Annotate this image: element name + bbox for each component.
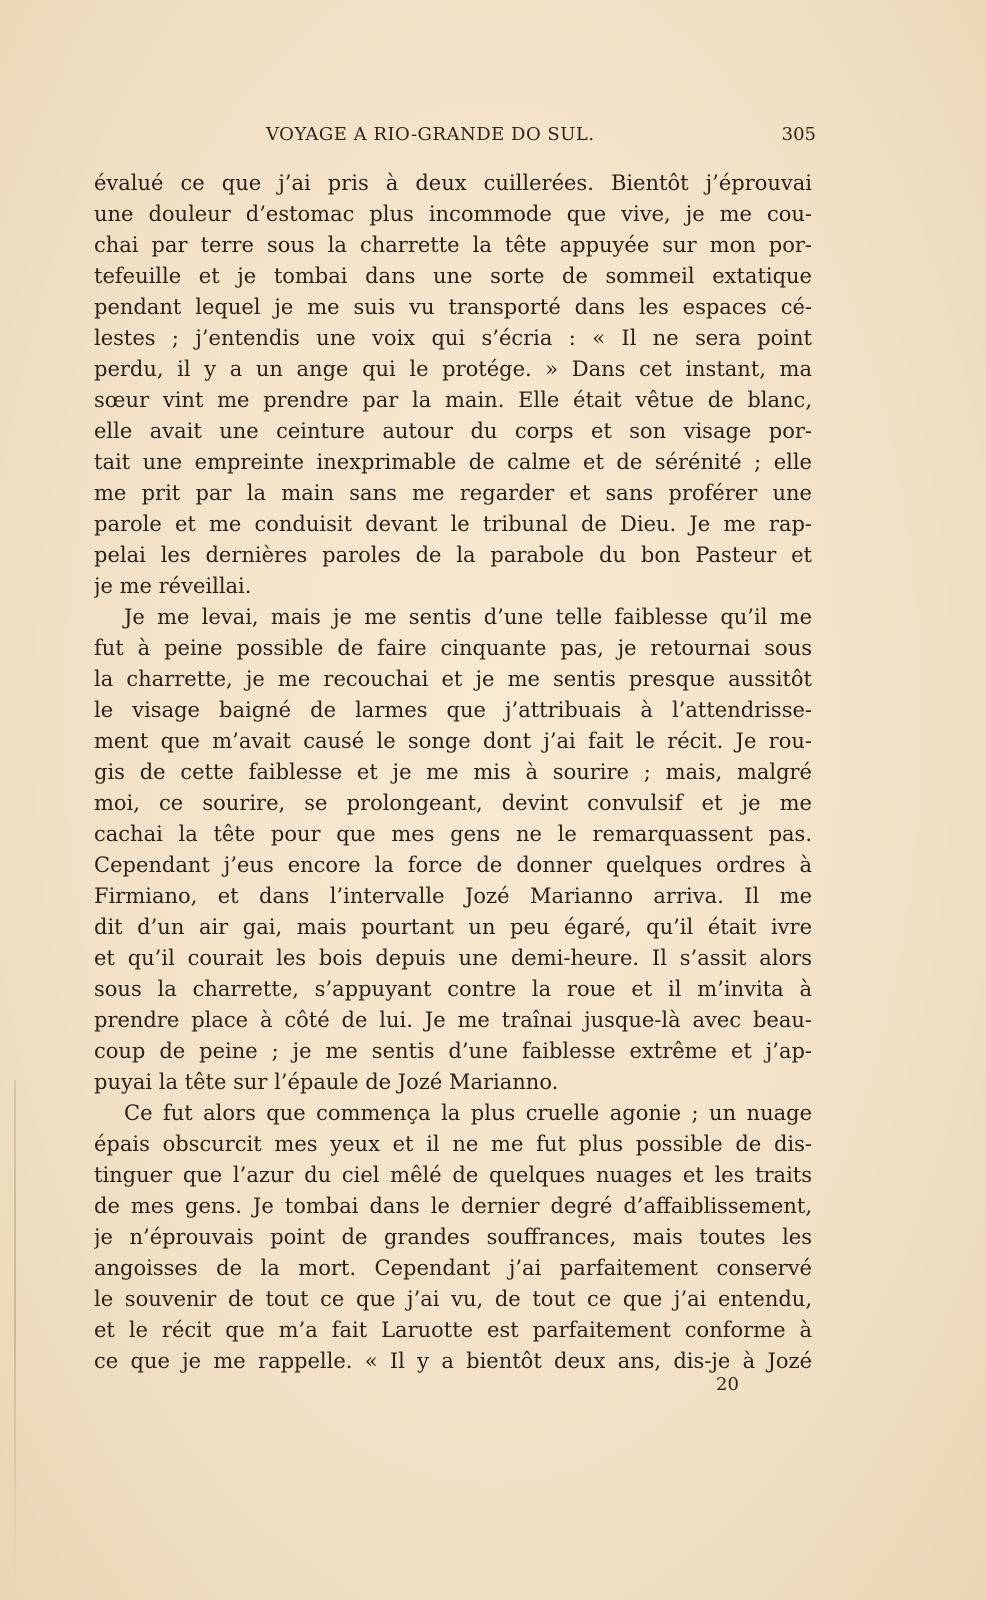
text-line: parole et me conduisit devant le tribunal de Dieu. Je me rap- <box>94 512 812 536</box>
paragraph-start-line: Je me levai, mais je me sentis d’une telle faiblesse qu’il me <box>124 605 812 629</box>
text-line: ment que m’avait causé le songe dont j’ai fait le récit. Je rou- <box>94 729 812 753</box>
paragraph-end-line: je me réveillai. <box>94 574 252 598</box>
text-line: coup de peine ; je me sentis d’une faiblesse extrême et j’ap- <box>94 1039 812 1063</box>
signature-mark: 20 <box>716 1374 739 1395</box>
text-line: ce que je me rappelle. « Il y a bientôt deux ans, dis-je à Jozé <box>94 1349 812 1373</box>
text-line: pendant lequel je me suis vu transporté dans les espaces cé- <box>94 295 812 319</box>
text-line: dit d’un air gai, mais pourtant un peu égaré, qu’il était ivre <box>94 915 812 939</box>
page-edge-shadow <box>14 1080 16 1580</box>
text-line: perdu, il y a un ange qui le protége. » Dans cet instant, ma <box>94 357 812 381</box>
text-line: Firmiano, et dans l’intervalle Jozé Marianno arriva. Il me <box>94 884 812 908</box>
running-head <box>96 118 816 148</box>
text-line: elle avait une ceinture autour du corps et son visage por- <box>94 419 812 443</box>
text-line: de mes gens. Je tombai dans le dernier degré d’affaiblissement, <box>94 1194 812 1218</box>
text-line: chai par terre sous la charrette la tête appuyée sur mon por- <box>94 233 812 257</box>
text-line: tefeuille et je tombai dans une sorte de sommeil extatique <box>94 264 812 288</box>
text-line: prendre place à côté de lui. Je me traînai jusque-là avec beau- <box>94 1008 812 1032</box>
text-line: évalué ce que j’ai pris à deux cuillerées. Bientôt j’éprouvai <box>94 171 812 195</box>
text-line: je n’éprouvais point de grandes souffrances, mais toutes les <box>94 1225 812 1249</box>
paragraph-end-line: puyai la tête sur l’épaule de Jozé Marianno. <box>94 1070 559 1094</box>
text-line: moi, ce sourire, se prolongeant, devint convulsif et je me <box>94 791 812 815</box>
text-line: épais obscurcit mes yeux et il ne me fut plus possible de dis- <box>94 1132 812 1156</box>
text-line: le souvenir de tout ce que j’ai vu, de tout ce que j’ai entendu, <box>94 1287 812 1311</box>
text-line: tinguer que l’azur du ciel mêlé de quelques nuages et les traits <box>94 1163 812 1187</box>
text-line: et le récit que m’a fait Laruotte est parfaitement conforme à <box>94 1318 812 1342</box>
text-line: lestes ; j’entendis une voix qui s’écria : « Il ne sera point <box>94 326 812 350</box>
text-line: fut à peine possible de faire cinquante pas, je retournai sous <box>94 636 812 660</box>
text-line: angoisses de la mort. Cependant j’ai parfaitement conservé <box>94 1256 812 1280</box>
paragraph-start-line: Ce fut alors que commença la plus cruelle agonie ; un nuage <box>124 1101 812 1125</box>
text-line: me prit par la main sans me regarder et sans proférer une <box>94 481 812 505</box>
text-line: la charrette, je me recouchai et je me sentis presque aussitôt <box>94 667 812 691</box>
text-line: une douleur d’estomac plus incommode que vive, je me cou- <box>94 202 812 226</box>
text-line: Cependant j’eus encore la force de donner quelques ordres à <box>94 853 812 877</box>
text-line: et qu’il courait les bois depuis une demi-heure. Il s’assit alors <box>94 946 812 970</box>
text-line: pelai les dernières paroles de la parabole du bon Pasteur et <box>94 543 812 567</box>
running-head-title: VOYAGE A RIO-GRANDE DO SUL. <box>266 124 595 145</box>
text-line: le visage baigné de larmes que j’attribuais à l’attendrisse- <box>94 698 812 722</box>
text-line: gis de cette faiblesse et je me mis à sourire ; mais, malgré <box>94 760 812 784</box>
body-text <box>94 168 812 1377</box>
page-number: 305 <box>781 124 816 145</box>
text-line: sous la charrette, s’appuyant contre la roue et il m’invita à <box>94 977 812 1001</box>
text-line: sœur vint me prendre par la main. Elle était vêtue de blanc, <box>94 388 812 412</box>
text-line: cachai la tête pour que mes gens ne le remarquassent pas. <box>94 822 812 846</box>
text-line: tait une empreinte inexprimable de calme et de sérénité ; elle <box>94 450 812 474</box>
